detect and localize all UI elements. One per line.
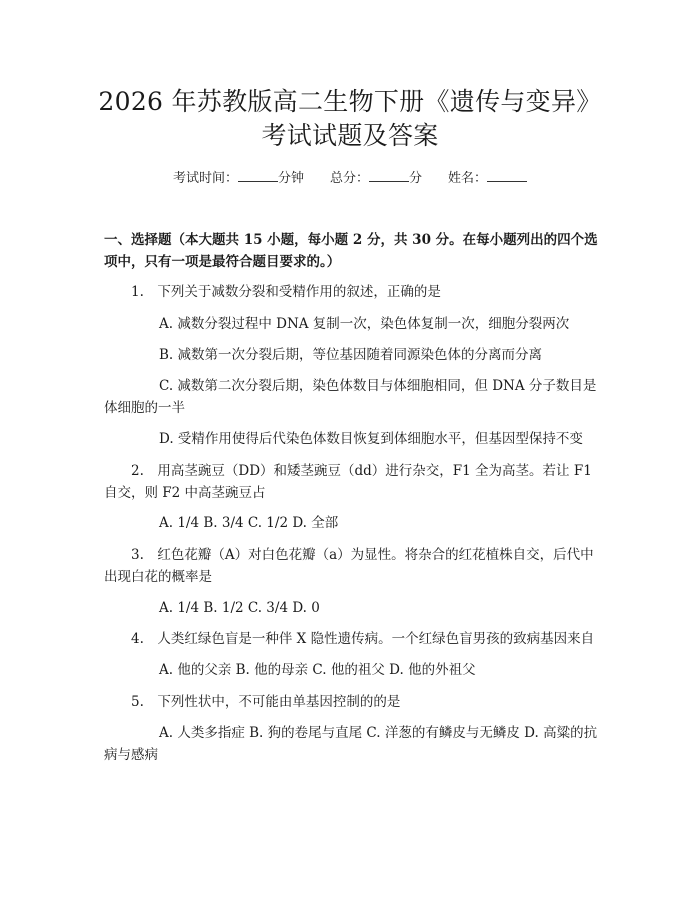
question-4-options: A. 他的父亲 B. 他的母亲 C. 他的祖父 D. 他的外祖父 xyxy=(159,662,476,678)
name-blank xyxy=(487,169,527,182)
question-2-stem: 2. 用高茎豌豆（DD）和矮茎豌豆（dd）进行杂交，F1 全为高茎。若让 F1 自交，则 F2 中高茎豌豆占 xyxy=(104,463,592,501)
question-4-stem: 4. 人类红绿色盲是一种伴 X 隐性遗传病。一个红绿色盲男孩的致病基因来自 xyxy=(131,631,595,647)
question-1-stem: 1. 下列关于减数分裂和受精作用的叙述，正确的是 xyxy=(131,284,441,300)
time-unit: 分钟 xyxy=(277,171,304,186)
page-title-line-2: 考试试题及答案 xyxy=(261,121,439,150)
time-blank xyxy=(238,169,278,182)
section-heading-choice: 一、选择题（本大题共 15 小题，每小题 2 分，共 30 分。在每小题列出的四个选项中，只有一项是最符合题目要求的。） xyxy=(104,232,598,270)
question-5-options: A. 人类多指症 B. 狗的卷尾与直尾 C. 洋葱的有鳞皮与无鳞皮 D. 高粱的抗病与感病 xyxy=(104,725,598,763)
score-unit: 分 xyxy=(409,171,423,186)
name-label: 姓名： xyxy=(448,171,488,186)
score-blank xyxy=(369,169,409,182)
exam-meta xyxy=(0,169,700,188)
question-3-options: A. 1/4 B. 1/2 C. 3/4 D. 0 xyxy=(159,600,320,616)
question-5-stem: 5. 下列性状中，不可能由单基因控制的的是 xyxy=(131,694,401,710)
question-3-stem: 3. 红色花瓣（A）对白色花瓣（a）为显性。将杂合的红花植株自交，后代中出现白花的概率是 xyxy=(104,547,594,585)
question-1-option-c: C. 减数第二次分裂后期，染色体数目与体细胞相同，但 DNA 分子数目是体细胞的一半 xyxy=(104,378,597,416)
question-1-option-b: B. 减数第一次分裂后期，等位基因随着同源染色体的分离而分离 xyxy=(159,347,543,363)
question-1-option-d: D. 受精作用使得后代染色体数目恢复到体细胞水平，但基因型保持不变 xyxy=(159,431,583,447)
time-label: 考试时间： xyxy=(172,171,238,186)
score-label: 总分： xyxy=(329,171,369,186)
question-2-options: A. 1/4 B. 3/4 C. 1/2 D. 全部 xyxy=(159,515,339,531)
question-1-option-a: A. 减数分裂过程中 DNA 复制一次，染色体复制一次，细胞分裂两次 xyxy=(159,316,570,332)
page-title-line-1: 2026 年苏教版高二生物下册《遗传与变异》 xyxy=(98,87,602,116)
